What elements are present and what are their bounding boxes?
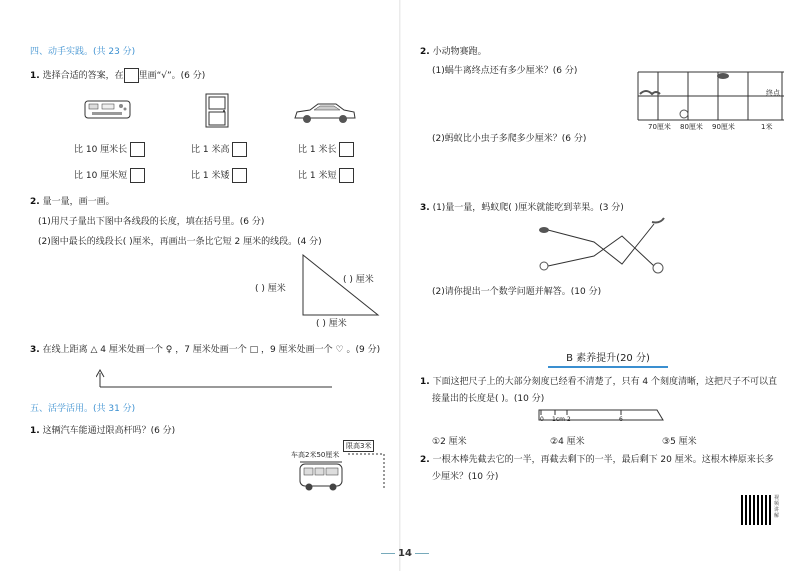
q2-part2: (2)图中最长的线段长( )厘米，再画出一条比它短 2 厘米的线段。(4 分) <box>38 237 322 247</box>
check-box[interactable] <box>232 142 247 157</box>
square-pin-icon: □ <box>249 345 259 355</box>
ruler-mark-90: 90厘米 <box>712 123 735 131</box>
right-question-3: 3. (1)量一量，蚂蚁爬( )厘米就能吃到苹果。(3 分) <box>420 203 624 213</box>
ruler-mark-70: 70厘米 <box>648 123 671 131</box>
section-b-heading: B 素养提升(20 分) <box>548 349 668 368</box>
race-track-figure <box>636 66 786 122</box>
option-label: 比 10 厘米短 <box>74 171 128 181</box>
triangle-figure <box>298 250 382 320</box>
right-question-2: 2. 小动物赛跑。 <box>420 47 487 57</box>
question-1 <box>30 68 205 83</box>
finish-label: 终点 <box>766 89 780 97</box>
check-box[interactable] <box>130 168 145 183</box>
b-q1-line2: 接量出的长度是( )。(10 分) <box>432 394 545 404</box>
ruler-mark-80: 80厘米 <box>680 123 703 131</box>
car-icon <box>292 100 358 126</box>
option-row-3 <box>298 142 354 157</box>
option-row-5 <box>191 168 247 183</box>
ruler-label-0: 0 <box>540 416 544 423</box>
heart-pin-icon: ♡ <box>335 345 344 355</box>
b-question-1: 1. 下面这把尺子上的大部分刻度已经看不清楚了，只有 4 个刻度清晰，这把尺子不可以直 <box>420 377 778 387</box>
q2-part1: (1)用尺子量出下图中各线段的长度，填在括号里。(6 分) <box>38 217 265 227</box>
option-label: 比 1 米高 <box>191 145 230 155</box>
answer-box-sample <box>124 68 139 83</box>
check-box[interactable] <box>339 168 354 183</box>
qr-label: 视频讲解 <box>774 495 780 519</box>
option-row-6 <box>298 168 354 183</box>
check-box[interactable] <box>339 142 354 157</box>
option-row-1 <box>74 142 145 157</box>
option-label: 比 1 米长 <box>298 145 337 155</box>
q1-number: 1. <box>30 71 40 81</box>
ruler-label-6: 6 <box>619 416 623 423</box>
b-question-2: 2. 一根木棒先截去它的一半，再截去剩下的一半，最后剩下 20 厘米。这根木棒原来长多 <box>420 455 774 465</box>
right-q2-part1: (1)蜗牛离终点还有多少厘米？(6 分) <box>432 66 578 76</box>
question-3: 3. 在线上距离 △ 4 厘米处画一个 ♀ ，7 厘米处画一个 □ ，9 厘米处画一个 ♡ 。(9 分) <box>30 345 381 355</box>
circle-pin-icon: ♀ <box>165 345 173 355</box>
door-icon <box>205 93 231 129</box>
triangle-bottom-label: ( ) 厘米 <box>316 319 347 329</box>
bus-limit-figure <box>298 450 388 492</box>
car-height-label: 车高2米50厘米 <box>291 451 340 459</box>
ant-path-figure <box>532 216 672 276</box>
option-label: 比 1 米矮 <box>191 171 230 181</box>
option-row-4 <box>74 168 145 183</box>
section5-title: 五、活学活用。(共 31 分) <box>30 404 136 414</box>
b1-option-b[interactable]: ②4 厘米 <box>550 437 585 447</box>
check-box[interactable] <box>232 168 247 183</box>
triangle-icon: △ <box>90 345 98 355</box>
page-fold <box>399 0 401 571</box>
b1-option-a[interactable]: ①2 厘米 <box>432 437 467 447</box>
triangle-hyp-label: ( ) 厘米 <box>343 275 374 285</box>
b1-option-c[interactable]: ③5 厘米 <box>662 437 697 447</box>
section4-title: 四、动手实践。(共 23 分) <box>30 47 136 57</box>
option-label: 比 1 米短 <box>298 171 337 181</box>
page-number: 14 <box>378 548 432 559</box>
qr-code[interactable] <box>741 495 771 525</box>
question-2: 2. 量一量，画一画。 <box>30 197 115 207</box>
triangle-left-label: ( ) 厘米 <box>255 284 286 294</box>
right-q2-part2: (2)蚂蚁比小虫子多爬多少厘米？(6 分) <box>432 134 587 144</box>
option-row-2 <box>191 142 247 157</box>
check-box[interactable] <box>130 142 145 157</box>
q1-text-a: 选择合适的答案，在 <box>42 71 124 81</box>
option-label: 比 10 厘米长 <box>74 145 128 155</box>
ruler-mark-1m: 1米 <box>761 123 773 131</box>
ruler-label-1-2: 1cm 2 <box>552 416 571 423</box>
calculator-icon <box>84 99 132 121</box>
question-5-1: 1. 这辆汽车能通过限高杆吗？(6 分) <box>30 426 176 436</box>
right-q3-part2: (2)请你提出一个数学问题并解答。(10 分) <box>432 287 602 297</box>
height-limit-sign: 限高3米 <box>343 440 374 452</box>
drawing-line[interactable] <box>96 367 336 391</box>
b-q2-line2: 少厘米？(10 分) <box>432 472 499 482</box>
q1-text-b: 里画“√”。(6 分) <box>138 71 206 81</box>
